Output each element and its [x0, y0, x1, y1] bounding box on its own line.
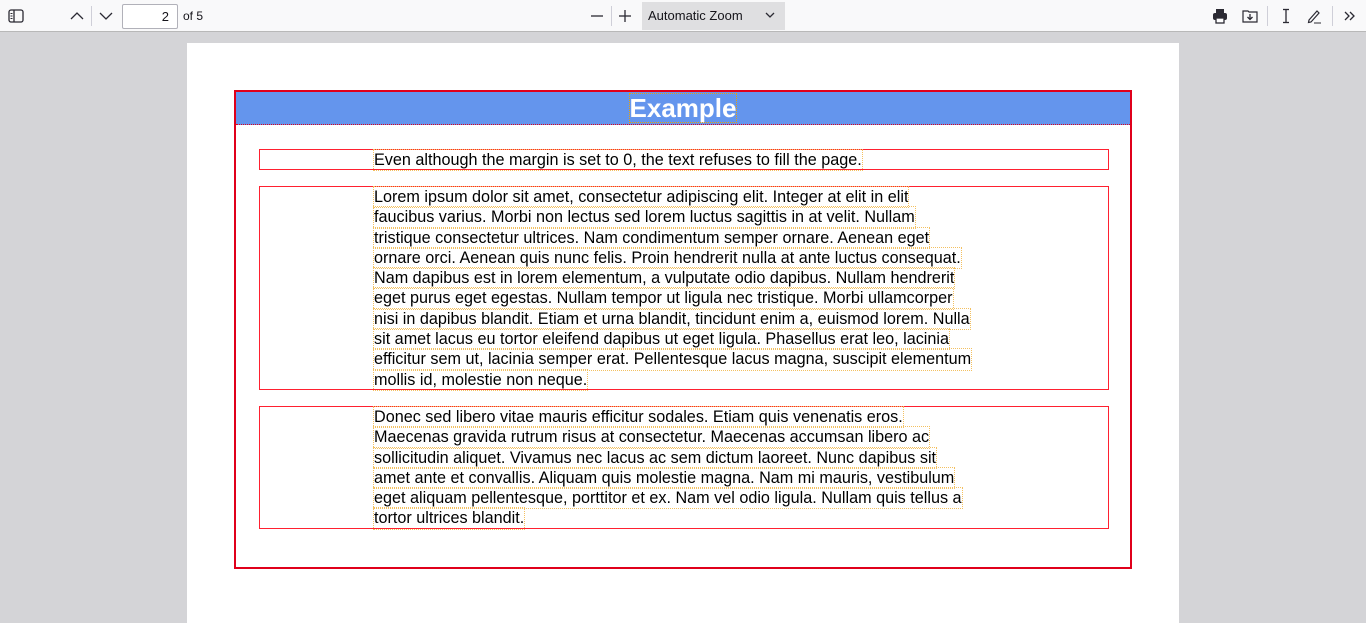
text-cursor-icon[interactable]	[1274, 4, 1298, 28]
page-number-input[interactable]: 2	[122, 4, 178, 29]
text-line: tortor ultrices blandit.	[374, 509, 525, 528]
text-line: mollis id, molestie non neque.	[374, 370, 588, 389]
paragraph-box-2	[259, 406, 1109, 529]
text-line: Even although the margin is set to 0, the text refuses to fill the page.	[374, 151, 862, 169]
sidebar-toggle-icon[interactable]	[4, 4, 28, 28]
text-line: Nam dapibus est in lorem elementum, a vulputate odio dapibus. Nullam hendrerit	[374, 269, 955, 288]
pdf-toolbar	[0, 0, 1366, 32]
text-line: efficitur sem ut, lacinia semper erat. Pellentesque lacus magna, suscipit elementum	[374, 350, 972, 369]
intro-text	[374, 150, 862, 170]
zoom-select-value: Automatic Zoom	[648, 8, 743, 23]
paragraph-1	[374, 187, 971, 390]
separator	[1332, 6, 1333, 26]
text-line: faucibus varius. Morbi non lectus sed lorem luctus sagittis in at velit. Nullam	[374, 208, 915, 227]
paragraph-box-1	[259, 186, 1109, 390]
page-title: Example	[629, 93, 737, 123]
paragraph-2	[374, 407, 962, 529]
separator	[91, 6, 92, 26]
next-page-icon[interactable]	[94, 4, 118, 28]
text-line: amet ante et convallis. Aliquam quis molestie magna. Nam mi mauris, vestibulum	[374, 468, 955, 487]
text-line: Lorem ipsum dolor sit amet, consectetur adipiscing elit. Integer at elit in elit	[374, 188, 909, 206]
content-frame	[234, 90, 1132, 569]
text-line: nisi in dapibus blandit. Etiam et urna blandit, tincidunt enim a, euismod lorem. Nulla	[374, 309, 970, 328]
page-count-label: of 5	[183, 9, 204, 23]
save-download-icon[interactable]	[1238, 4, 1262, 28]
text-line: ornare orci. Aenean quis nunc felis. Proin hendrerit nulla at ante luctus consequat.	[374, 248, 961, 267]
text-line: eget aliquam pellentesque, porttitor et ex. Nam vel odio ligula. Nullam quis tellus a	[374, 489, 962, 508]
more-tools-icon[interactable]	[1338, 4, 1362, 28]
previous-page-icon[interactable]	[65, 4, 89, 28]
chevron-down-icon	[765, 2, 775, 40]
print-icon[interactable]	[1208, 4, 1232, 28]
pdf-page	[187, 43, 1179, 623]
title-banner	[236, 92, 1130, 125]
text-line: Donec sed libero vitae mauris efficitur sodales. Etiam quis venenatis eros.	[374, 408, 903, 426]
draw-pencil-icon[interactable]	[1302, 4, 1326, 28]
text-line: tristique consectetur ultrices. Nam condimentum semper ornare. Aenean eget	[374, 228, 930, 247]
zoom-in-icon[interactable]	[613, 4, 637, 28]
zoom-out-icon[interactable]	[585, 4, 609, 28]
text-line: sit amet lacus eu tortor eleifend dapibus ut eget ligula. Phasellus erat leo, lacinia	[374, 330, 949, 349]
separator	[1267, 6, 1268, 26]
text-line: sollicitudin aliquet. Vivamus nec lacus ac sem dictum laoreet. Nunc dapibus sit	[374, 448, 937, 467]
text-line: eget purus eget egestas. Nullam tempor ut ligula nec tristique. Morbi ullamcorper	[374, 289, 953, 308]
zoom-select[interactable]	[642, 2, 785, 30]
separator	[611, 6, 612, 26]
intro-box	[259, 149, 1109, 170]
text-line: Maecenas gravida rutrum risus at consectetur. Maecenas accumsan libero ac	[374, 428, 930, 447]
